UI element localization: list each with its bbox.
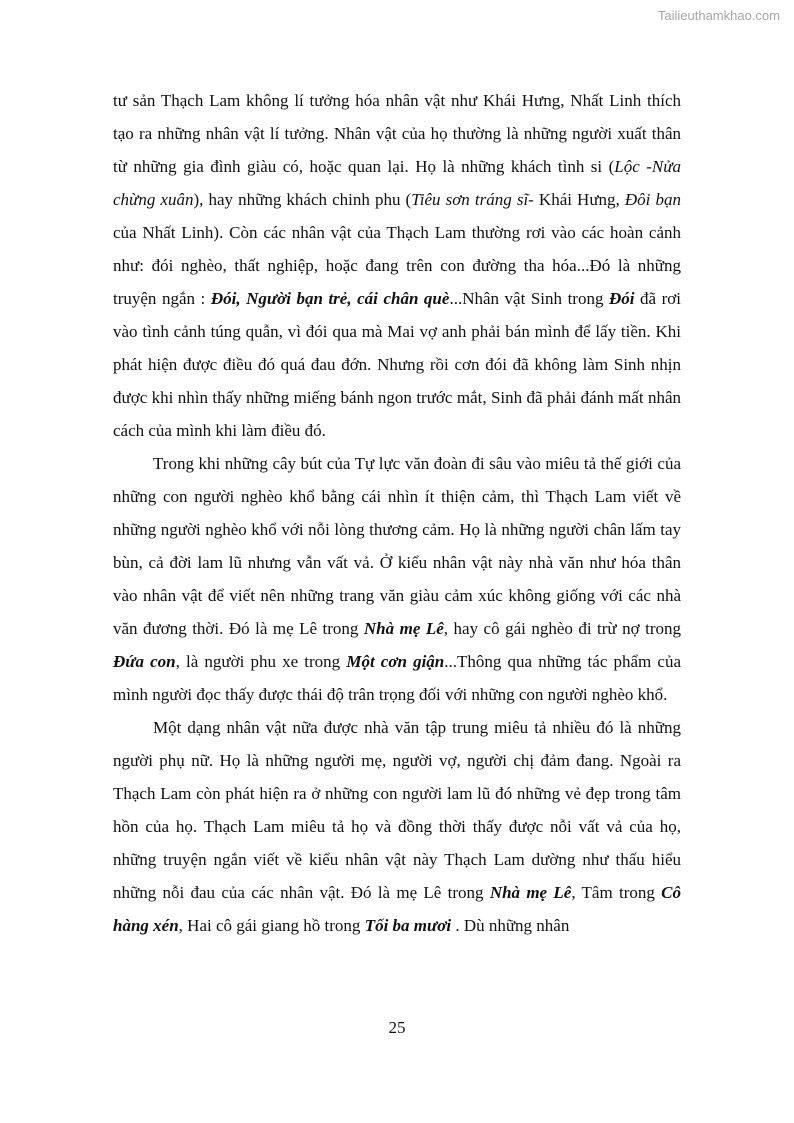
text-run: Tiêu sơn tráng sĩ- bbox=[411, 190, 534, 209]
text-run: của Nhất Linh). Còn các nhân vật của Thạch Lam thường rơi vào các hoàn cảnh như: đói nghèo, thất nghiệp, hoặc đang trên con đường tha hóa...Đó là những truyện ngắn : bbox=[113, 223, 681, 308]
text-run: , Tâm trong bbox=[571, 883, 662, 902]
text-run: Đứa con bbox=[113, 652, 176, 671]
text-run: Đôi bạn bbox=[624, 190, 681, 209]
text-run: Nhà mẹ Lê bbox=[363, 619, 444, 638]
paragraph bbox=[113, 711, 681, 942]
text-run: ), hay những khách chinh phu ( bbox=[193, 190, 412, 209]
text-run: , là người phu xe trong bbox=[175, 652, 347, 671]
paragraph bbox=[113, 84, 681, 447]
text-run: Lộc -Nửa chừng xuân bbox=[113, 157, 681, 209]
text-run: Tối ba mươi bbox=[364, 916, 452, 935]
document-body bbox=[113, 84, 681, 942]
text-run: Đói, Người bạn trẻ, cái chân què bbox=[210, 289, 450, 308]
text-run: Nhà mẹ Lê bbox=[489, 883, 572, 902]
text-run: ...Thông qua những tác phẩm của mình người đọc thấy được thái độ trân trọng đối với những con người nghèo khổ. bbox=[113, 652, 682, 704]
watermark: Tailieuthamkhao.com bbox=[657, 8, 780, 23]
text-run: . Dù những nhân bbox=[451, 916, 570, 935]
text-run: Trong khi những cây bút của Tự lực văn đoàn đi sâu vào miêu tả thế giới của những con người nghèo khổ bằng cái nhìn ít thiện cảm, thì Thạch Lam viết về những người nghèo khổ với nỗi lòng thương cảm. Họ là những người chân lấm tay bùn, cả đời lam lũ nhưng vẫn vất vả. Ở kiểu nhân vật này nhà văn như hóa thân vào nhân vật để viết nên những trang văn giàu cảm xúc không giống với các nhà văn đương thời. Đó là mẹ Lê trong bbox=[113, 454, 681, 638]
text-run: Khái Hưng, bbox=[533, 190, 625, 209]
text-run: , Hai cô gái giang hồ trong bbox=[178, 916, 365, 935]
text-run: Đói bbox=[609, 289, 635, 308]
text-run: , hay cô gái nghèo đi trừ nợ trong bbox=[443, 619, 681, 638]
text-run: tư sản Thạch Lam không lí tưởng hóa nhân vật như Khái Hưng, Nhất Linh thích tạo ra những nhân vật lí tưởng. Nhân vật của họ thường là những người xuất thân từ những gia đình giàu có, hoặc quan lại. Họ là những khách tình si ( bbox=[113, 91, 681, 176]
text-run: Một dạng nhân vật nữa được nhà văn tập trung miêu tả nhiều đó là những người phụ nữ. Họ là những người mẹ, người vợ, người chị đảm đang. Ngoài ra Thạch Lam còn phát hiện ra ở những con người lam lũ đó những vẻ đẹp trong tâm hồn của họ. Thạch Lam miêu tả họ và đồng thời thấy được nỗi vất vả của họ, những truyện ngắn viết về kiểu nhân vật này Thạch Lam dường như thấu hiểu những nỗi đau của các nhân vật. Đó là mẹ Lê trong bbox=[113, 718, 681, 902]
paragraph bbox=[113, 447, 681, 711]
text-run: ...Nhân vật Sinh trong bbox=[449, 289, 609, 308]
text-run: Cô hàng xén bbox=[113, 883, 681, 935]
text-run: Một cơn giận bbox=[346, 652, 445, 671]
page-number: 25 bbox=[388, 1018, 406, 1037]
text-run: đã rơi vào tình cảnh túng quẫn, vì đói qua mà Mai vợ anh phải bán mình để lấy tiền. Khi phát hiện được điều đó quá đau đớn. Nhưng rồi cơn đói đã không làm Sinh nhịn được khi nhìn thấy những miếng bánh ngon trước mắt, Sinh đã phải đánh mất nhân cách của mình khi làm điều đó. bbox=[113, 289, 681, 440]
